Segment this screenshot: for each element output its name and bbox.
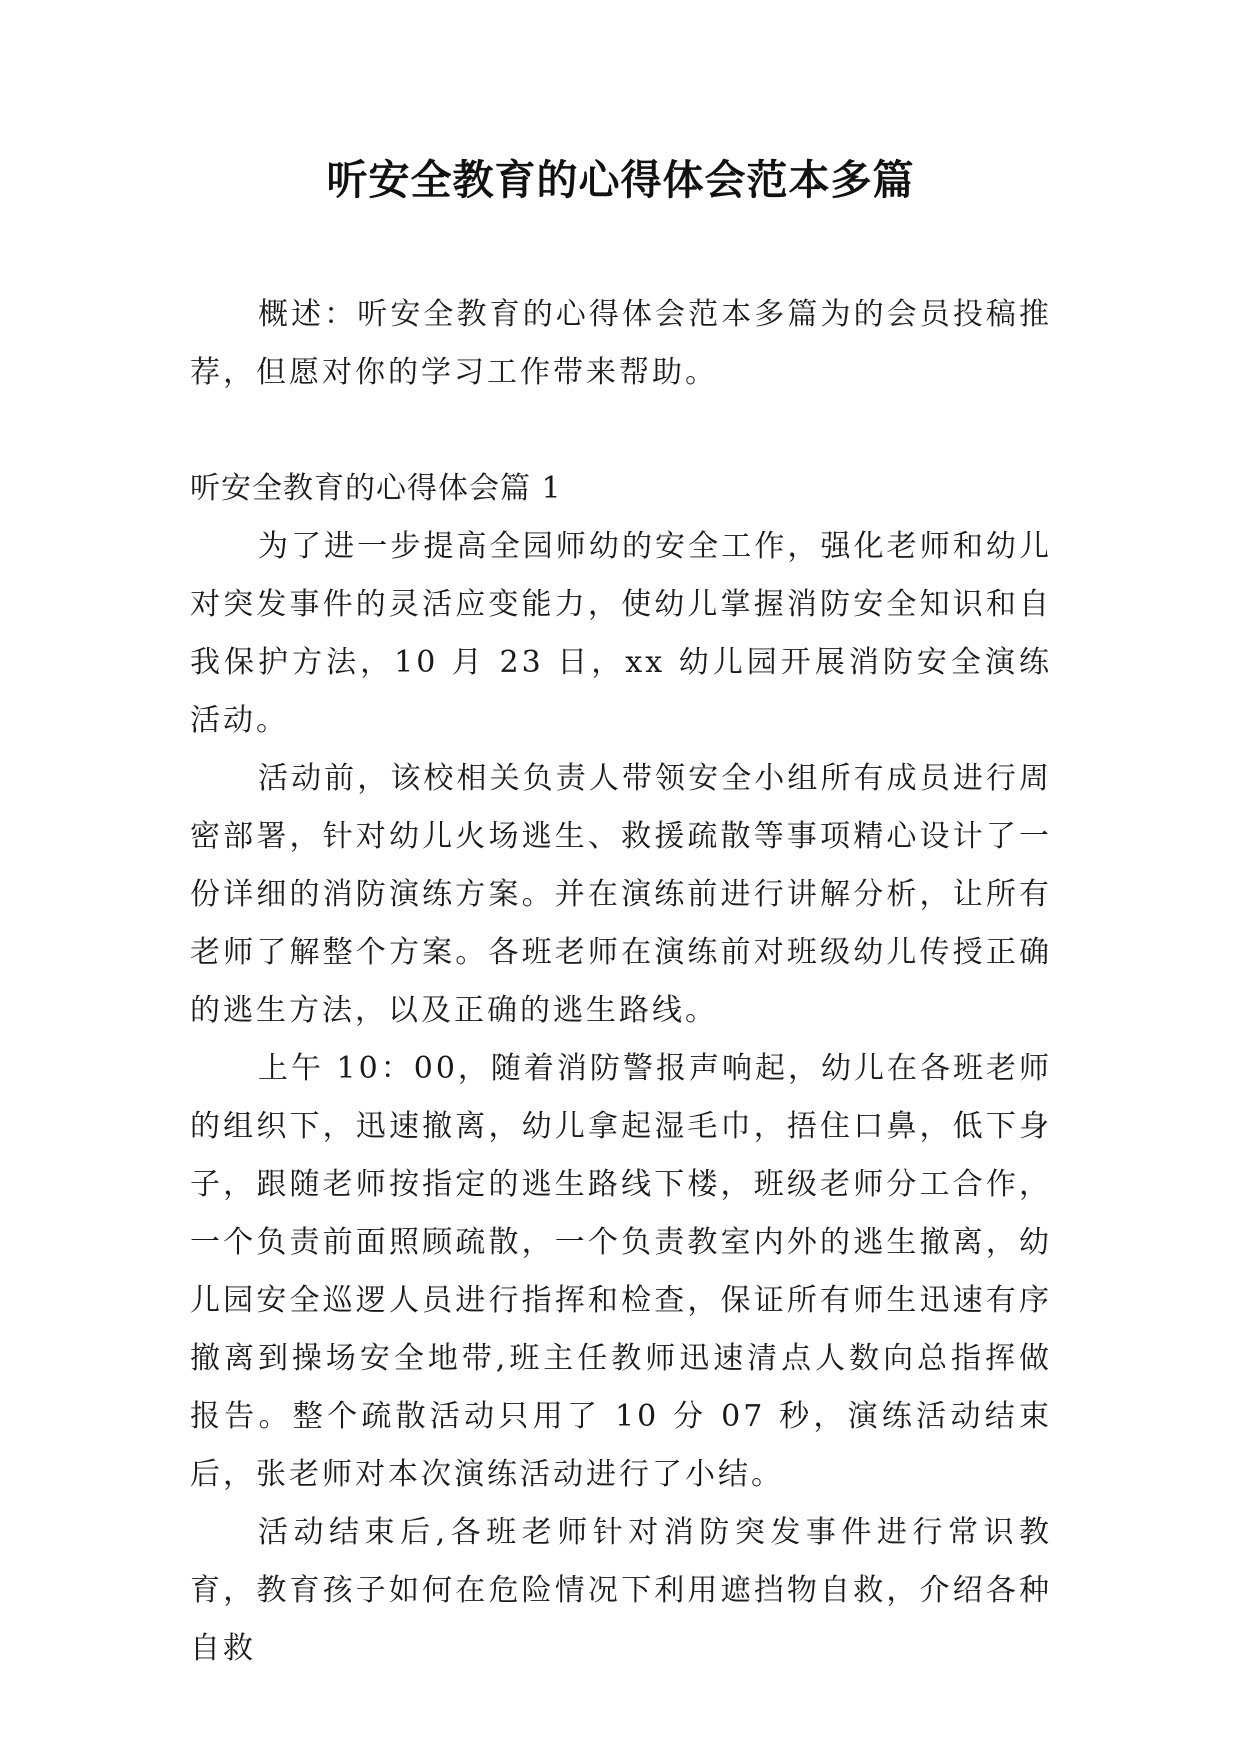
body-paragraph-3: 上午 10：00，随着消防警报声响起，幼儿在各班老师的组织下，迅速撤离，幼儿拿起湿毛巾，捂住口鼻，低下身子，跟随老师按指定的逃生路线下楼，班级老师分工合作，一个负责前面照顾疏散，一个负责教室内外的逃生撤离，幼儿园安全巡逻人员进行指挥和检查，保证所有师生迅速有序撤离到操场安全地带,班主任教师迅速清点人数向总指挥做报告。整个疏散活动只用了 10 分 07 秒，演练活动结束后，张老师对本次演练活动进行了小结。 [190, 1051, 1052, 1492]
section-heading: 听安全教育的心得体会篇 1 [190, 471, 562, 506]
body-paragraph-2: 活动前，该校相关负责人带领安全小组所有成员进行周密部署，针对幼儿火场逃生、救援疏散等事项精心设计了一份详细的消防演练方案。并在演练前进行讲解分析，让所有老师了解整个方案。各班老师在演练前对班级幼儿传授正确的逃生方法，以及正确的逃生路线。 [190, 761, 1052, 1028]
body-paragraph-1: 为了进一步提高全园师幼的安全工作，强化老师和幼儿对突发事件的灵活应变能力，使幼儿掌握消防安全知识和自我保护方法，10 月 23 日，xx 幼儿园开展消防安全演练活动。 [190, 529, 1052, 738]
body-paragraph-4: 活动结束后,各班老师针对消防突发事件进行常识教育，教育孩子如何在危险情况下利用遮挡物自救，介绍各种自救 [190, 1515, 1052, 1666]
section-body [190, 518, 1052, 1678]
document-title: 听安全教育的心得体会范本多篇 [326, 156, 915, 204]
summary-paragraph: 概述：听安全教育的心得体会范本多篇为的会员投稿推荐，但愿对你的学习工作带来帮助。 [190, 297, 1052, 390]
